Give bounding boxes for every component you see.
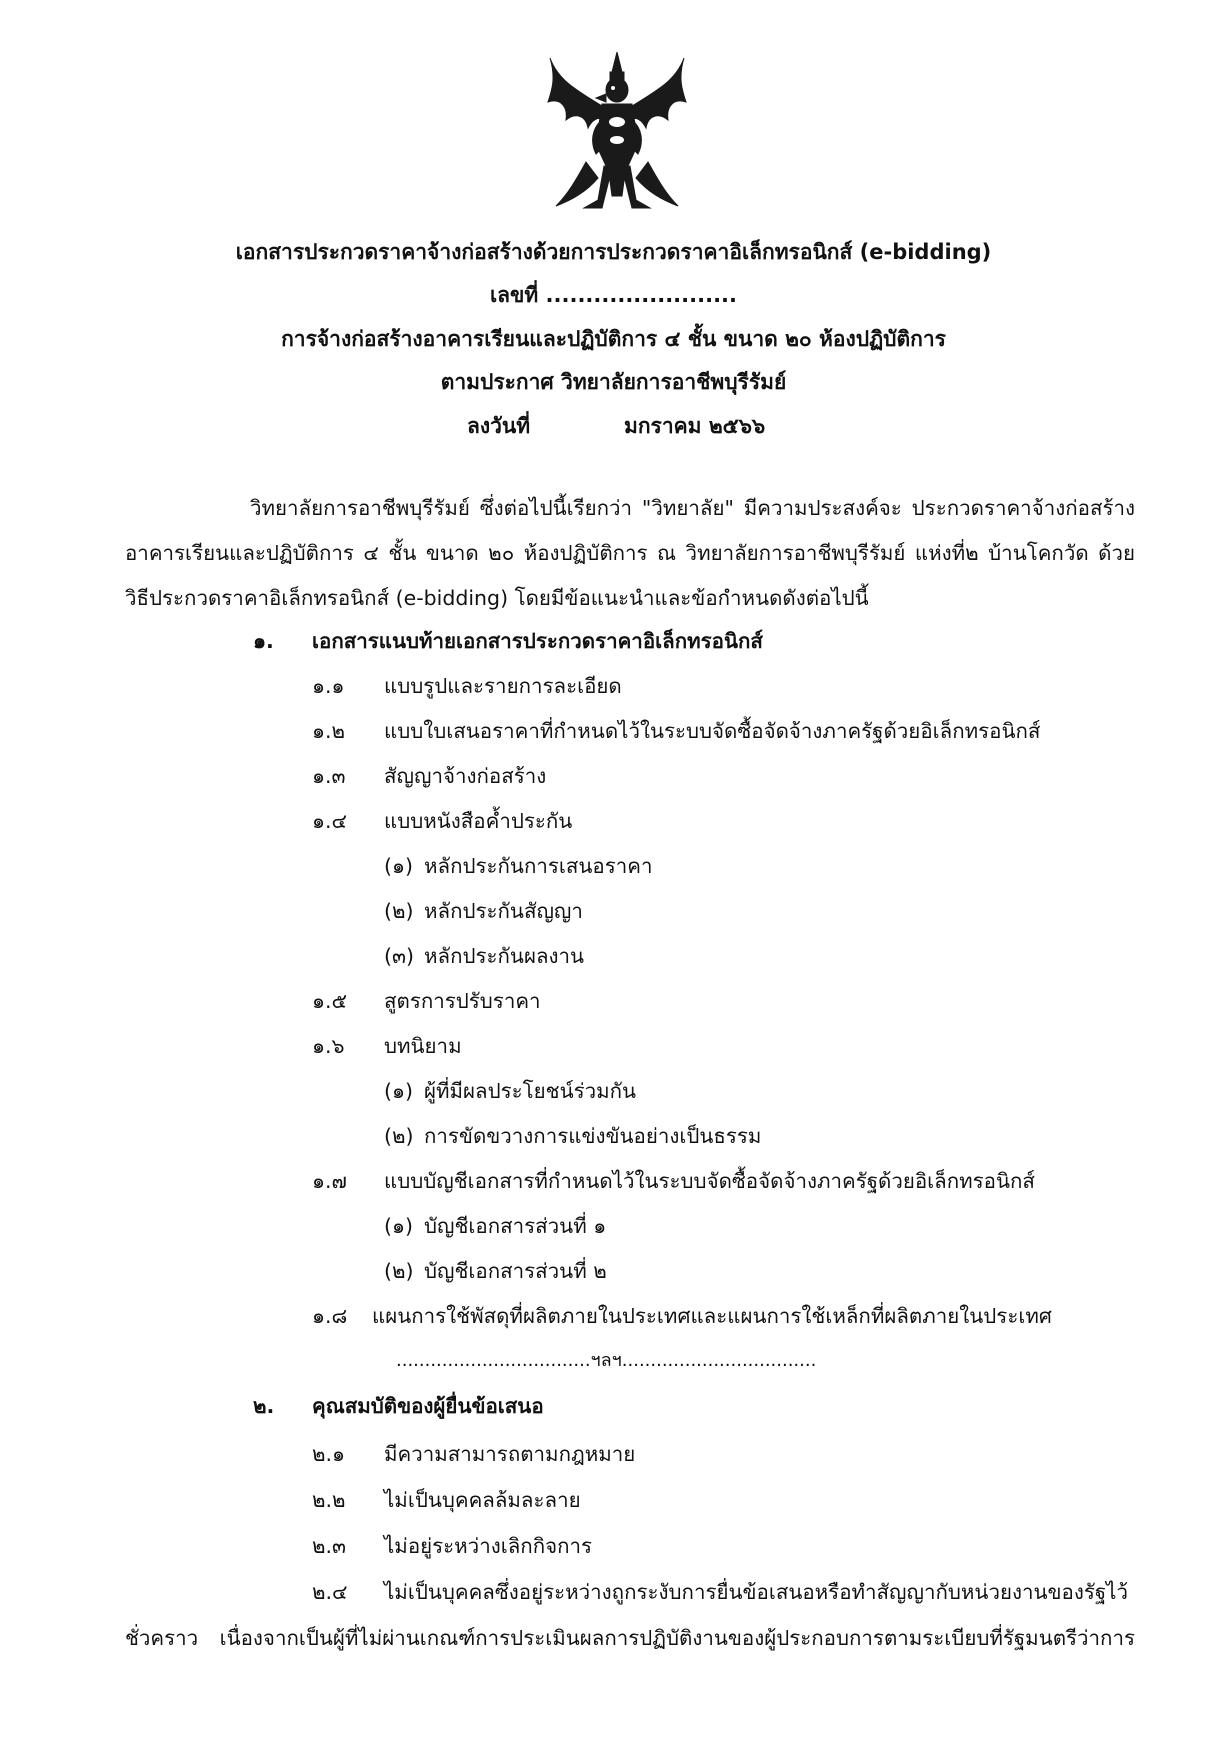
document-number: เลขที่ ........................ bbox=[489, 283, 738, 307]
sub-item-number: (๒) bbox=[384, 899, 414, 923]
project-title: การจ้างก่อสร้างอาคารเรียนและปฏิบัติการ ๔ ชั้น ขนาด ๒๐ ห้องปฏิบัติการ bbox=[281, 327, 946, 351]
sub-item-text: ผู้ที่มีผลประโยชน์ร่วมกัน bbox=[424, 1079, 637, 1103]
item-text: แบบใบเสนอราคาที่กำหนดไว้ในระบบจัดซื้อจัดจ้างภาครัฐด้วยอิเล็กทรอนิกส์ bbox=[384, 719, 1041, 743]
sub-item-text: หลักประกันสัญญา bbox=[424, 899, 583, 923]
item-number: ๑.๒ bbox=[312, 719, 346, 743]
sub-item-text: หลักประกันการเสนอราคา bbox=[424, 854, 653, 878]
item-number: ๒.๔ bbox=[312, 1580, 348, 1604]
item-text: ไม่อยู่ระหว่างเลิกกิจการ bbox=[384, 1534, 593, 1558]
document-title: เอกสารประกวดราคาจ้างก่อสร้างด้วยการประกวดราคาอิเล็กทรอนิกส์ (e-bidding) bbox=[235, 240, 992, 264]
date-label: ลงวันที่ bbox=[467, 414, 531, 438]
item-number: ๒.๑ bbox=[312, 1442, 346, 1466]
sub-item-number: (๒) bbox=[384, 1124, 414, 1148]
item-number: ๑.๑ bbox=[312, 674, 345, 698]
item-number: ๑.๕ bbox=[312, 989, 348, 1013]
sub-item-number: (๑) bbox=[384, 854, 414, 878]
item-text: แบบหนังสือค้ำประกัน bbox=[384, 809, 573, 833]
item-text: ไม่เป็นบุคคลซึ่งอยู่ระหว่างถูกระงับการยื่นข้อเสนอหรือทำสัญญากับหน่วยงานของรัฐไว้ bbox=[384, 1580, 1128, 1604]
section-1-title: เอกสารแนบท้ายเอกสารประกวดราคาอิเล็กทรอนิกส์ bbox=[312, 629, 763, 653]
intro-line-1: วิทยาลัยการอาชีพบุรีรัมย์ ซึ่งต่อไปนี้เรียกว่า "วิทยาลัย" มีความประสงค์จะ ประกวดราคาจ้างก่อสร้าง bbox=[250, 496, 1135, 520]
sub-item-text: บัญชีเอกสารส่วนที่ ๑ bbox=[424, 1214, 607, 1238]
item-text: บทนิยาม bbox=[384, 1034, 462, 1058]
item-text: สัญญาจ้างก่อสร้าง bbox=[384, 764, 547, 788]
section-2-title: คุณสมบัติของผู้ยื่นข้อเสนอ bbox=[312, 1394, 544, 1418]
date-value: มกราคม ๒๕๖๖ bbox=[624, 414, 766, 438]
sub-item-text: บัญชีเอกสารส่วนที่ ๒ bbox=[424, 1259, 607, 1283]
item-text: แบบรูปและรายการละเอียด bbox=[384, 674, 622, 698]
item-number: ๒.๒ bbox=[312, 1488, 346, 1512]
garuda-emblem bbox=[546, 50, 688, 216]
item-number: ๒.๓ bbox=[312, 1534, 347, 1558]
sub-item-number: (๒) bbox=[384, 1259, 414, 1283]
item-number: ๑.๗ bbox=[312, 1169, 347, 1193]
continuation-line: ชั่วคราว เนื่องจากเป็นผู้ที่ไม่ผ่านเกณฑ์การประเมินผลการปฏิบัติงานของผู้ประกอบการตามระเบียบที่รัฐมนตรีว่าการ bbox=[125, 1626, 1135, 1650]
item-text: สูตรการปรับราคา bbox=[384, 989, 541, 1013]
announcement-line: ตามประกาศ วิทยาลัยการอาชีพบุรีรัมย์ bbox=[440, 370, 787, 394]
sub-item-number: (๑) bbox=[384, 1079, 414, 1103]
item-text: มีความสามารถตามกฎหมาย bbox=[384, 1442, 636, 1466]
item-text: แบบบัญชีเอกสารที่กำหนดไว้ในระบบจัดซื้อจัดจ้างภาครัฐด้วยอิเล็กทรอนิกส์ bbox=[384, 1169, 1035, 1193]
sub-item-text: หลักประกันผลงาน bbox=[424, 944, 585, 968]
section-2-number: ๒. bbox=[253, 1394, 275, 1418]
intro-line-2: อาคารเรียนและปฏิบัติการ ๔ ชั้น ขนาด ๒๐ ห้องปฏิบัติการ ณ วิทยาลัยการอาชีพบุรีรัมย์ แห่งที่๒ บ้านโคกวัด ด้วย bbox=[125, 541, 1135, 565]
sub-item-number: (๑) bbox=[384, 1214, 414, 1238]
item-number: ๑.๓ bbox=[312, 764, 346, 788]
sub-item-number: (๓) bbox=[384, 944, 415, 968]
etc-separator: ..................................ฯลฯ.................................. bbox=[396, 1350, 817, 1371]
item-text: ไม่เป็นบุคคลล้มละลาย bbox=[384, 1488, 581, 1512]
item-number: ๑.๖ bbox=[312, 1034, 345, 1058]
item-number: ๑.๘ bbox=[312, 1304, 348, 1328]
item-number: ๑.๔ bbox=[312, 809, 348, 833]
intro-line-3: วิธีประกวดราคาอิเล็กทรอนิกส์ (e-bidding) โดยมีข้อแนะนำและข้อกำหนดดังต่อไปนี้ bbox=[125, 586, 869, 610]
item-text: แผนการใช้พัสดุที่ผลิตภายในประเทศและแผนการใช้เหล็กที่ผลิตภายในประเทศ bbox=[372, 1304, 1052, 1328]
section-1-number: ๑. bbox=[253, 629, 274, 653]
sub-item-text: การขัดขวางการแข่งขันอย่างเป็นธรรม bbox=[424, 1124, 762, 1148]
